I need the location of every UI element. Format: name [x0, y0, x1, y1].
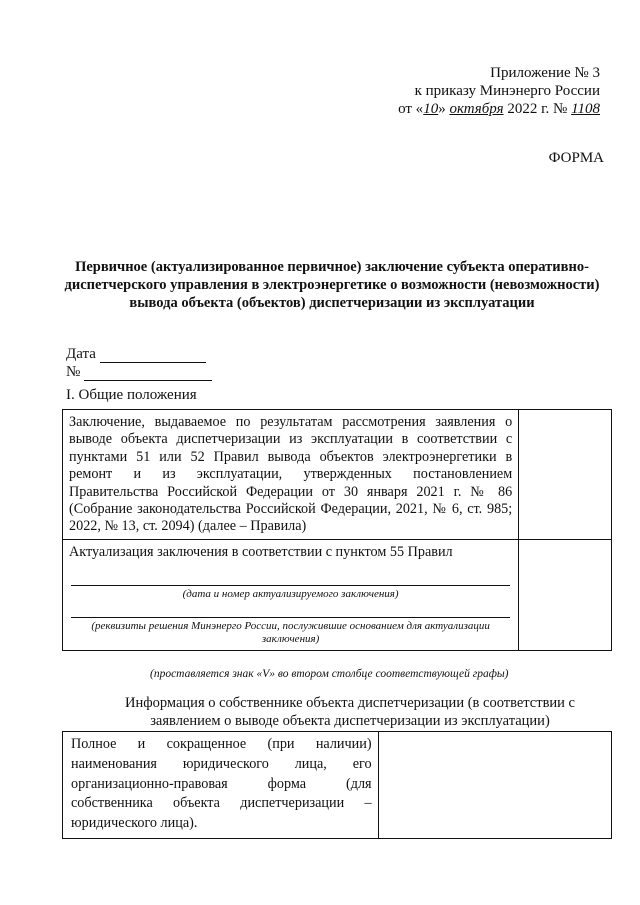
date-mid: » [438, 101, 450, 117]
mark-cell [519, 410, 612, 540]
date-blank-line [100, 348, 206, 363]
handwritten-day: 10 [423, 101, 439, 117]
owner-info-heading: Информация о собственнике объекта диспетчеризации (в соответствии с заявлением о выводе объекта диспетчеризации из эксплуатации) [125, 695, 575, 729]
handwritten-order-number: 1108 [571, 101, 600, 117]
order-date-line [360, 100, 600, 118]
caption-conclusion-date: (дата и номер актуализируемого заключения) [182, 588, 399, 601]
actualization-text: Актуализация заключения в соответствии с пунктом 55 Правил [69, 543, 453, 560]
handwritten-month: октября [449, 101, 504, 117]
order-reference: к приказу Минэнерго России [414, 83, 600, 99]
form-label: ФОРМА [548, 150, 604, 166]
caption-decision-details: (реквизиты решения Минэнерго России, послужившие основанием для актуализации заключения) [91, 620, 490, 646]
date-label: Дата [66, 346, 96, 362]
owner-name-label-cell: Полное и сокращенное (при наличии) наименования юридического лица, его организационно-правовая форма (для собственника объекта диспетчеризации – юридического лица). [63, 732, 379, 839]
date-prefix: от « [398, 101, 424, 117]
document-title: Первичное (актуализированное первичное) заключение субъекта оперативно-диспетчерского управления в электроэнергетике о возможности (невозможности) вывода объекта (объектов) диспетчеризации из эксплуатации [64, 259, 600, 311]
owner-info-table [62, 731, 612, 839]
number-blank-line [84, 366, 212, 381]
conclusion-basis-cell: Заключение, выдаваемое по результатам рассмотрения заявления о выводе объекта диспетчеризации из эксплуатации в соответствии с пунктами 51 или 52 Правил вывода объектов электроэнергетики в ремонт и из эксплуатации, утвержденных постановлением Правительства Российской Федерации от 30 января 2021 г. № 86 (Собрание законодательства Российской Федерации, 2021, № 6, ст. 985; 2022, № 13, ст. 2094) (далее – Правила) [63, 410, 519, 540]
general-provisions-table [62, 409, 612, 651]
appendix-label: Приложение № 3 [490, 65, 600, 81]
decision-details-line [71, 601, 510, 618]
actualization-cell [63, 539, 519, 650]
date-year: 2022 г. № [503, 101, 572, 117]
section-title: I. Общие положения [66, 387, 197, 403]
mark-instruction-note: (проставляется знак «V» во втором столбце соответствующей графы) [150, 668, 509, 680]
number-label: № [66, 364, 81, 380]
table-row [63, 732, 612, 839]
table-row [63, 539, 612, 650]
mark-cell [519, 539, 612, 650]
conclusion-date-line [71, 561, 510, 586]
owner-name-value-cell [378, 732, 611, 839]
number-field [66, 363, 212, 381]
table-row [63, 410, 612, 540]
date-field [66, 345, 206, 363]
